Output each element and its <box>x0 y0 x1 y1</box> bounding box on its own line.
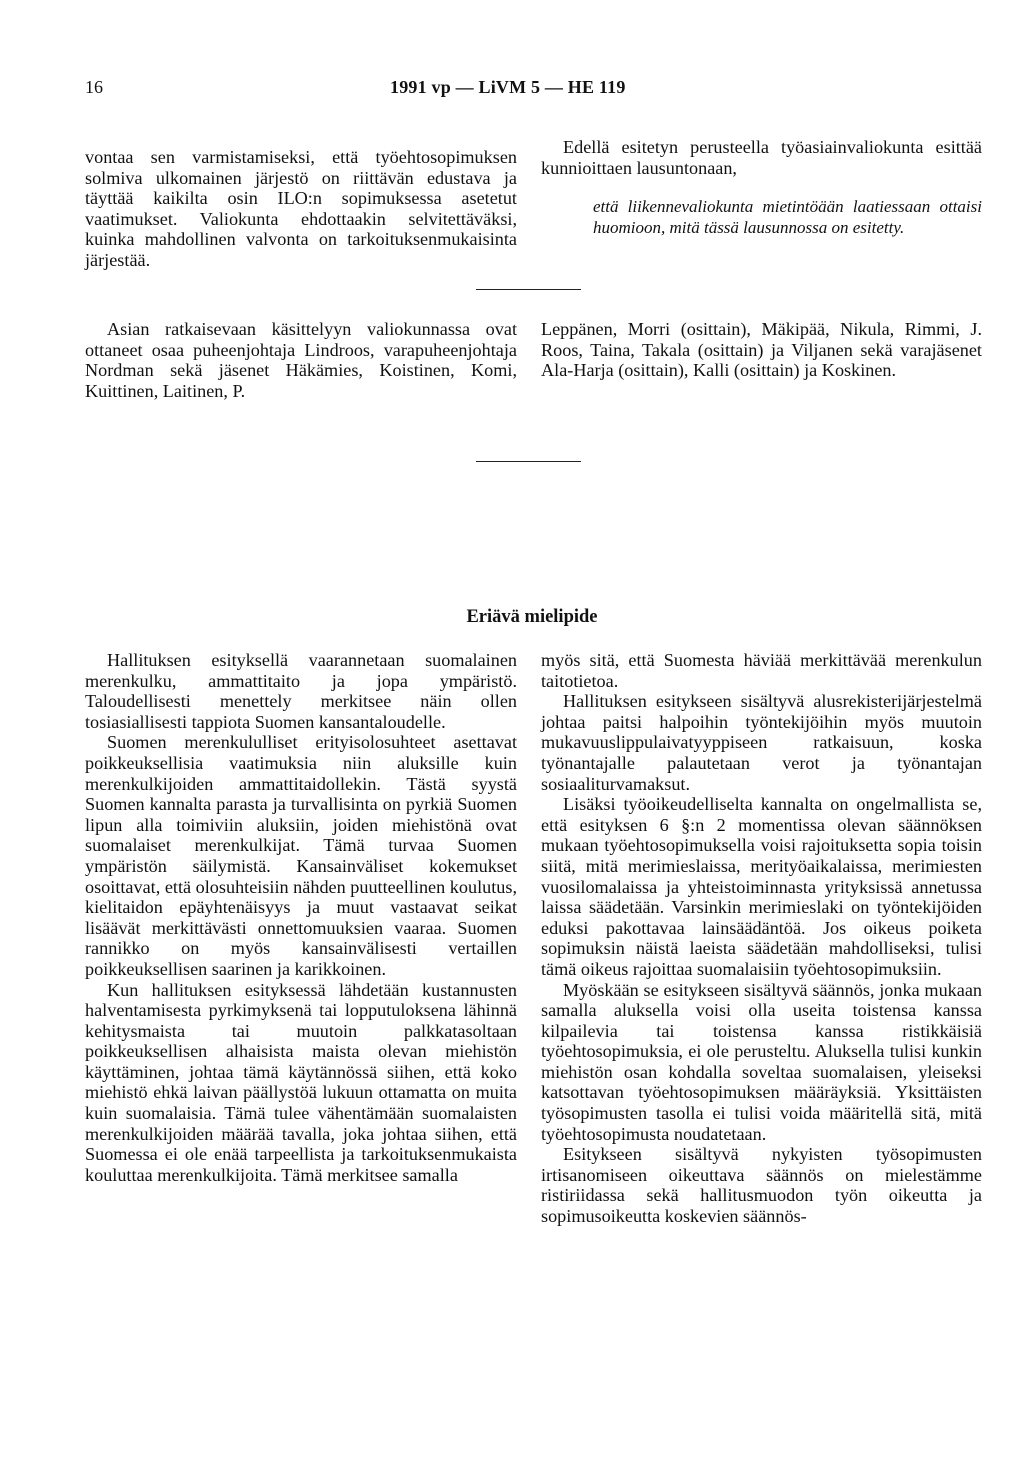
section-divider <box>476 289 581 290</box>
page-number: 16 <box>85 77 103 97</box>
dissent-paragraph: Myöskään se esitykseen sisältyvä säännös, jonka mukaan samalla aluksella voisi olla useita toistensa kanssa kilpailevia tai toistensa kanssa ristikkäisiä työehtosopimuksia, ei ole perusteltu. Aluksella tulisi kunkin miehistön osan kohdalla soveltaa suomalaisen, yleiseksi katsottavan työehtosopimuksen määräyksiä. Yksittäisten työsopimusten tasolla ei tulisi voida määritellä sitä, mitä työehtosopimusta noudatetaan. <box>541 979 982 1144</box>
top-right-column <box>541 137 982 238</box>
continued-paragraph: vontaa sen varmistamiseksi, että työehtosopimuksen solmiva ulkomainen järjestö on riittävän edustava ja täyttää kaikilta osin ILO:n sopimuksessa asetetut vaatimukset. Valiokunta ehdottaakin selvitettäväksi, kuinka mahdollinen valvonta on tarkoituksenmukaisinta järjestää. <box>85 147 517 270</box>
dissent-paragraph: Hallituksen esitykseen sisältyvä alusrekisterijärjestelmä johtaa paitsi halpoihin työntekijöihin myös muutoin mukavuuslippulaivatyyppiseen ratkaisuun, koska työnantajalle palautetaan verot ja työnantajan sosiaaliturvamaksut. <box>541 691 982 794</box>
participants-text-end: Leppänen, Morri (osittain), Mäkipää, Nikula, Rimmi, J. Roos, Taina, Takala (osittain) ja Viljanen sekä varajäsenet Ala-Harja (osittain), Kalli (osittain) ja Koskinen. <box>541 319 982 381</box>
dissent-paragraph: Hallituksen esityksellä vaarannetaan suomalainen merenkulku, ammattitaito ja jopa ympäristö. Taloudellisesti menettely merkitsee näin ollen tosiasiallisesti tappiota Suomen kansantaloudelle. <box>85 650 517 732</box>
top-left-column <box>85 147 517 271</box>
participants-text-start: Asian ratkaisevaan käsittelyyn valiokunnassa ovat ottaneet osaa puheenjohtaja Lindroos, varapuheenjohtaja Nordman sekä jäsenet Häkämies, Koistinen, Komi, Kuittinen, Laitinen, P. <box>85 319 517 401</box>
committee-intro: Edellä esitetyn perusteella työasiainvaliokunta esittää kunnioittaen lausuntonaan, <box>541 137 982 178</box>
dissent-heading: Eriävä mielipide <box>466 607 598 627</box>
dissent-paragraph: Suomen merenkululliset erityisolosuhteet asettavat poikkeuksellisia vaatimuksia niin aluksille kuin merenkulkijoiden ammattitaidollekin. Tästä syystä Suomen kannalta parasta ja turvallisinta on pyrkiä Suomen lipun alla toimiviin aluksiin, joiden miehistönä ovat suomalaiset merenkulkijat. Tämä turvaa Suomen ympäristön säilymistä. Kansainväliset kokemukset osoittavat, että olosuhteisiin nähden puutteellinen koulutus, kielitaidon epäyhtenäisyys ja muut vastaavat seikat lisäävät merkittävästi onnettomuuksien vaaraa. Suomen rannikko on myös kansainvälisesti vertaillen poikkeuksellisen saarinen ja karikkoinen. <box>85 732 517 979</box>
committee-statement: että liikennevaliokunta mietintöään laatiessaan ottaisi huomioon, mitä tässä lausunnossa on esitetty. <box>593 197 982 237</box>
participants-left <box>85 319 517 401</box>
dissent-paragraph: myös sitä, että Suomesta häviää merkittävää merenkulun taitotietoa. <box>541 650 982 691</box>
dissent-paragraph: Lisäksi työoikeudelliselta kannalta on ongelmallista se, että esityksen 6 §:n 2 momentissa olevan säännöksen mukaan työehtosopimuksella voisi rajoituksetta sopia toisin siitä, mitä merimieslaissa, merityöaikalaissa, merimiesten vuosilomalaissa ja yhteistoiminnasta yrityksissä annetussa laissa säädetään. Varsinkin merimieslaki on työntekijöiden eduksi pakottavaa lainsäädäntöä. Jos oikeus poiketa sopimuksin näistä laeista säädetään mahdolliseksi, tulisi tämä oikeus rajoittaa suomalaisiin työehtosopimuksiin. <box>541 794 982 979</box>
dissent-left-column <box>85 650 517 1185</box>
dissent-right-column <box>541 650 982 1227</box>
participants-right <box>541 319 982 381</box>
dissent-paragraph: Esitykseen sisältyvä nykyisten työsopimusten irtisanomiseen oikeuttava säännös on mielestämme ristiriidassa sekä hallitusmuodon työn oikeutta ja sopimusoikeutta koskevien säännös- <box>541 1144 982 1227</box>
running-head: 1991 vp — LiVM 5 — HE 119 <box>390 77 626 97</box>
dissent-paragraph: Kun hallituksen esityksessä lähdetään kustannusten halventamisesta pyrkimyksenä tai lopputuloksena lähinnä kehitysmaista tai muutoin palkkatasoltaan poikkeuksellisen alhaisista maista olevan miehistön käyttäminen, johtaa tämä käytännössä siihen, että koko miehistö ehkä laivan päällystöä lukuun ottamatta on muita kuin suomalaisia. Tämä tulee vähentämään suomalaisten merenkulkijoiden määrää tavalla, joka johtaa siihen, että Suomessa ei ole enää tarpeellista ja tarkoituksenmukaista kouluttaa merenkulkijoita. Tämä merkitsee samalla <box>85 979 517 1185</box>
page-header <box>0 77 1024 107</box>
section-divider-2 <box>476 461 581 462</box>
